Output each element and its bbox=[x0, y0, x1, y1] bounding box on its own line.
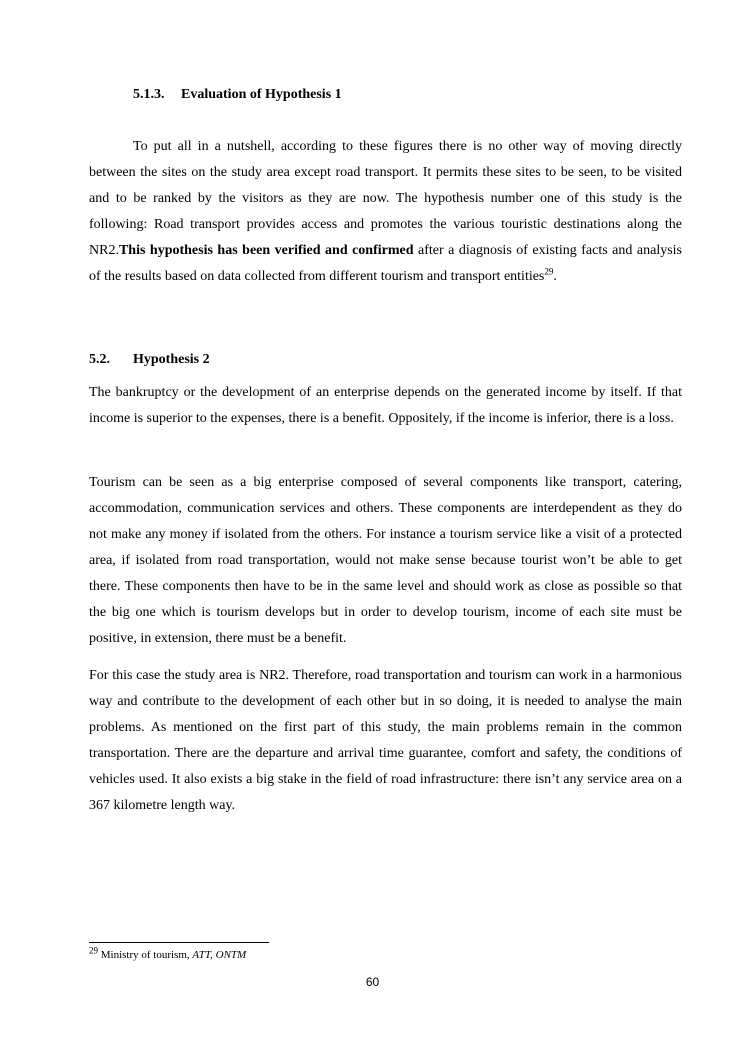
section-heading-5-1-3 bbox=[133, 87, 342, 103]
section-title: Hypothesis 2 bbox=[133, 352, 210, 367]
footnote-italic-text: ATT, ONTM bbox=[192, 949, 247, 961]
footnote bbox=[89, 945, 247, 961]
section-title: Evaluation of Hypothesis 1 bbox=[181, 87, 342, 102]
section-number: 5.1.3. bbox=[133, 87, 165, 102]
paragraph-study-area: For this case the study area is NR2. Therefore, road transportation and tourism can work in a harmonious way and contribute to the development of each other but in so doing, it is needed to analyse the main problems. As mentioned on the first part of this study, the main problems remain in the common transportation. There are the departure and arrival time guarantee, comfort and safety, the conditions of vehicles used. It also exists a big stake in the field of road infrastructure: there isn’t any service area on a 367 kilometre length way. bbox=[89, 668, 682, 813]
paragraph-tourism-enterprise: Tourism can be seen as a big enterprise composed of several components like transport, catering, accommodation, communication services and others. These components are interdependent as they do not make any money if isolated from the others. For instance a tourism service like a visit of a protected area, if isolated from road transportation, would not make sense because tourist won’t be able to get there. These components then have to be in the same level and should work as close as possible so that the big one which is tourism develops but in order to develop tourism, income of each site must be positive, in extension, there must be a benefit. bbox=[89, 475, 682, 646]
section-heading-5-2 bbox=[89, 352, 210, 368]
paragraph-hypothesis-1-evaluation bbox=[89, 134, 682, 290]
footnote-text: Ministry of tourism, bbox=[98, 949, 193, 961]
footnote-separator bbox=[89, 942, 269, 943]
footnote-reference: 29 bbox=[544, 266, 554, 277]
paragraph-bankruptcy: The bankruptcy or the development of an enterprise depends on the generated income by itself. If that income is superior to the expenses, there is a benefit. Oppositely, if the income is inferior, there is a loss. bbox=[89, 385, 682, 426]
bold-statement: This hypothesis has been verified and confirmed bbox=[118, 243, 414, 258]
page-number: 60 bbox=[365, 975, 380, 989]
paragraph-text: after a diagnosis of existing facts and analysis of the results based on data collected from different tourism and transport entities bbox=[89, 243, 682, 284]
section-number: 5.2. bbox=[89, 352, 110, 367]
paragraph-text: To put all in a nutshell, according to these figures there is no other way of moving directly between the sites on the study area except road transport. It permits these sites to be seen, to be visited and to be ranked by the visitors as they are now. The hypothesis number one of this study is the following: Road transport provides access and promotes the various touristic destinations along the NR2. bbox=[89, 139, 682, 258]
paragraph-text: . bbox=[553, 269, 557, 284]
footnote-number: 29 bbox=[89, 945, 98, 956]
